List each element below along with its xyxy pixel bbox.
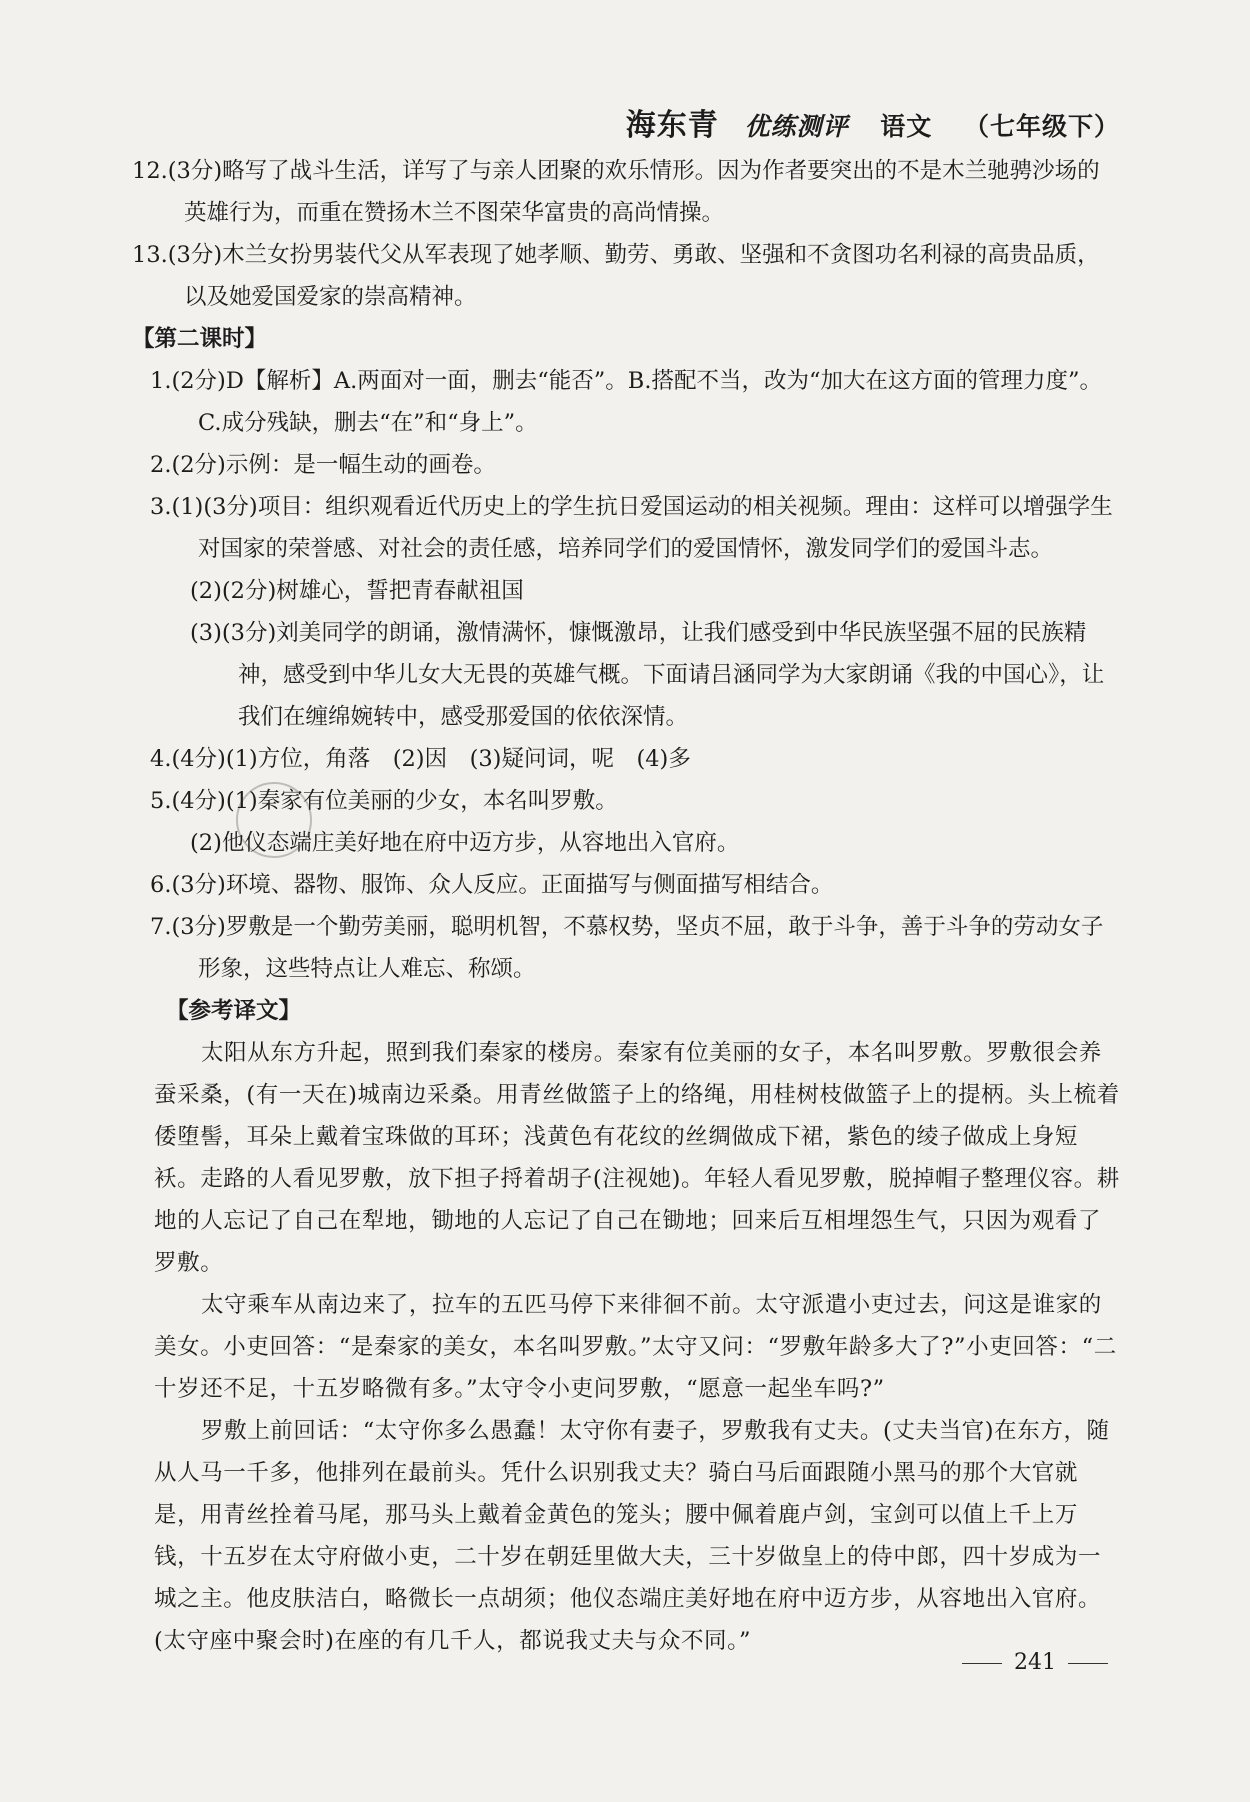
answer-6: 6.(3分)环境、器物、服饰、众人反应。正面描写与侧面描写相结合。 <box>150 872 834 898</box>
answer-3-2: (2)(2分)树雄心，誓把青春献祖国 <box>190 578 524 604</box>
translation-paragraph-2: 太守乘车从南边来了，拉车的五匹马停下来徘徊不前。太守派遣小吏过去，问这是谁家的美女。小吏回答：“是秦家的美女，本名叫罗敷。”太守又问：“罗敷年龄多大了?”小吏回答：“二十岁还不足，十五岁略微有多。”太守令小吏问罗敷，“愿意一起坐车吗?” <box>154 1292 1117 1402</box>
header-brand: 海东青 <box>625 108 719 143</box>
answer-5-2: (2)他仪态端庄美好地在府中迈方步，从容地出入官府。 <box>190 830 740 856</box>
answer-4: 4.(4分)(1)方位，角落 (2)因 (3)疑问词，呢 (4)多 <box>150 746 691 772</box>
answer-content <box>132 150 1122 1662</box>
section-heading-translation: 【参考译文】 <box>166 998 302 1024</box>
answer-5-1: 5.(4分)(1)秦家有位美丽的少女，本名叫罗敷。 <box>150 788 618 814</box>
header-subject: 语文 <box>880 112 933 141</box>
answer-7: 7.(3分)罗敷是一个勤劳美丽，聪明机智，不慕权势，坚贞不屈，敢于斗争，善于斗争的劳动女子形象，这些特点让人难忘、称颂。 <box>150 914 1104 982</box>
section-heading-lesson2: 【第二课时】 <box>132 326 268 352</box>
page-number-dash-left <box>962 1663 1002 1664</box>
answer-q12: 12.(3分)略写了战斗生活，详写了与亲人团聚的欢乐情形。因为作者要突出的不是木兰驰骋沙场的英雄行为，而重在赞扬木兰不图荣华富贵的高尚情操。 <box>132 158 1100 226</box>
answer-3-1: 3.(1)(3分)项目：组织观看近代历史上的学生抗日爱国运动的相关视频。理由：这样可以增强学生对国家的荣誉感、对社会的责任感，培养同学们的爱国情怀，激发同学们的爱国斗志。 <box>150 494 1113 562</box>
page-header <box>626 100 1120 144</box>
header-series: 优练测评 <box>744 112 849 141</box>
page-number-dash-right <box>1068 1663 1108 1664</box>
answer-2: 2.(2分)示例：是一幅生动的画卷。 <box>150 452 496 478</box>
header-grade: （七年级下） <box>963 112 1120 141</box>
answer-1: 1.(2分)D【解析】A.两面对一面，删去“能否”。B.搭配不当，改为“加大在这方面的管理力度”。C.成分残缺，删去“在”和“身上”。 <box>150 368 1102 436</box>
answer-3-3: (3)(3分)刘美同学的朗诵，激情满怀，慷慨激昂，让我们感受到中华民族坚强不屈的民族精神，感受到中华儿女大无畏的英雄气概。下面请吕涵同学为大家朗诵《我的中国心》，让我们在缠绵婉转中，感受那爱国的依依深情。 <box>190 620 1105 730</box>
page-number-value: 241 <box>1014 1650 1056 1675</box>
translation-paragraph-3: 罗敷上前回话：“太守你多么愚蠢！太守你有妻子，罗敷我有丈夫。(丈夫当官)在东方，随从人马一千多，他排列在最前头。凭什么识别我丈夫？骑白马后面跟随小黑马的那个大官就是，用青丝拴着马尾，那马头上戴着金黄色的笼头；腰中佩着鹿卢剑，宝剑可以值上千上万钱，十五岁在太守府做小吏，二十岁在朝廷里做大夫，三十岁做皇上的侍中郎，四十岁成为一城之主。他皮肤洁白，略微长一点胡须；他仪态端庄美好地在府中迈方步，从容地出入官府。(太守座中聚会时)在座的有几千人，都说我丈夫与众不同。” <box>154 1418 1110 1654</box>
page-number <box>950 1650 1120 1675</box>
translation-paragraph-1: 太阳从东方升起，照到我们秦家的楼房。秦家有位美丽的女子，本名叫罗敷。罗敷很会养蚕采桑，(有一天在)城南边采桑。用青丝做篮子上的络绳，用桂树枝做篮子上的提柄。头上梳着倭堕髻，耳朵上戴着宝珠做的耳环；浅黄色有花纹的丝绸做成下裙，紫色的绫子做成上身短袄。走路的人看见罗敷，放下担子捋着胡子(注视她)。年轻人看见罗敷，脱掉帽子整理仪容。耕地的人忘记了自己在犁地，锄地的人忘记了自己在锄地；回来后互相埋怨生气，只因为观看了罗敷。 <box>154 1040 1120 1276</box>
answer-q13: 13.(3分)木兰女扮男装代父从军表现了她孝顺、勤劳、勇敢、坚强和不贪图功名利禄的高贵品质，以及她爱国爱家的崇高精神。 <box>132 242 1100 310</box>
